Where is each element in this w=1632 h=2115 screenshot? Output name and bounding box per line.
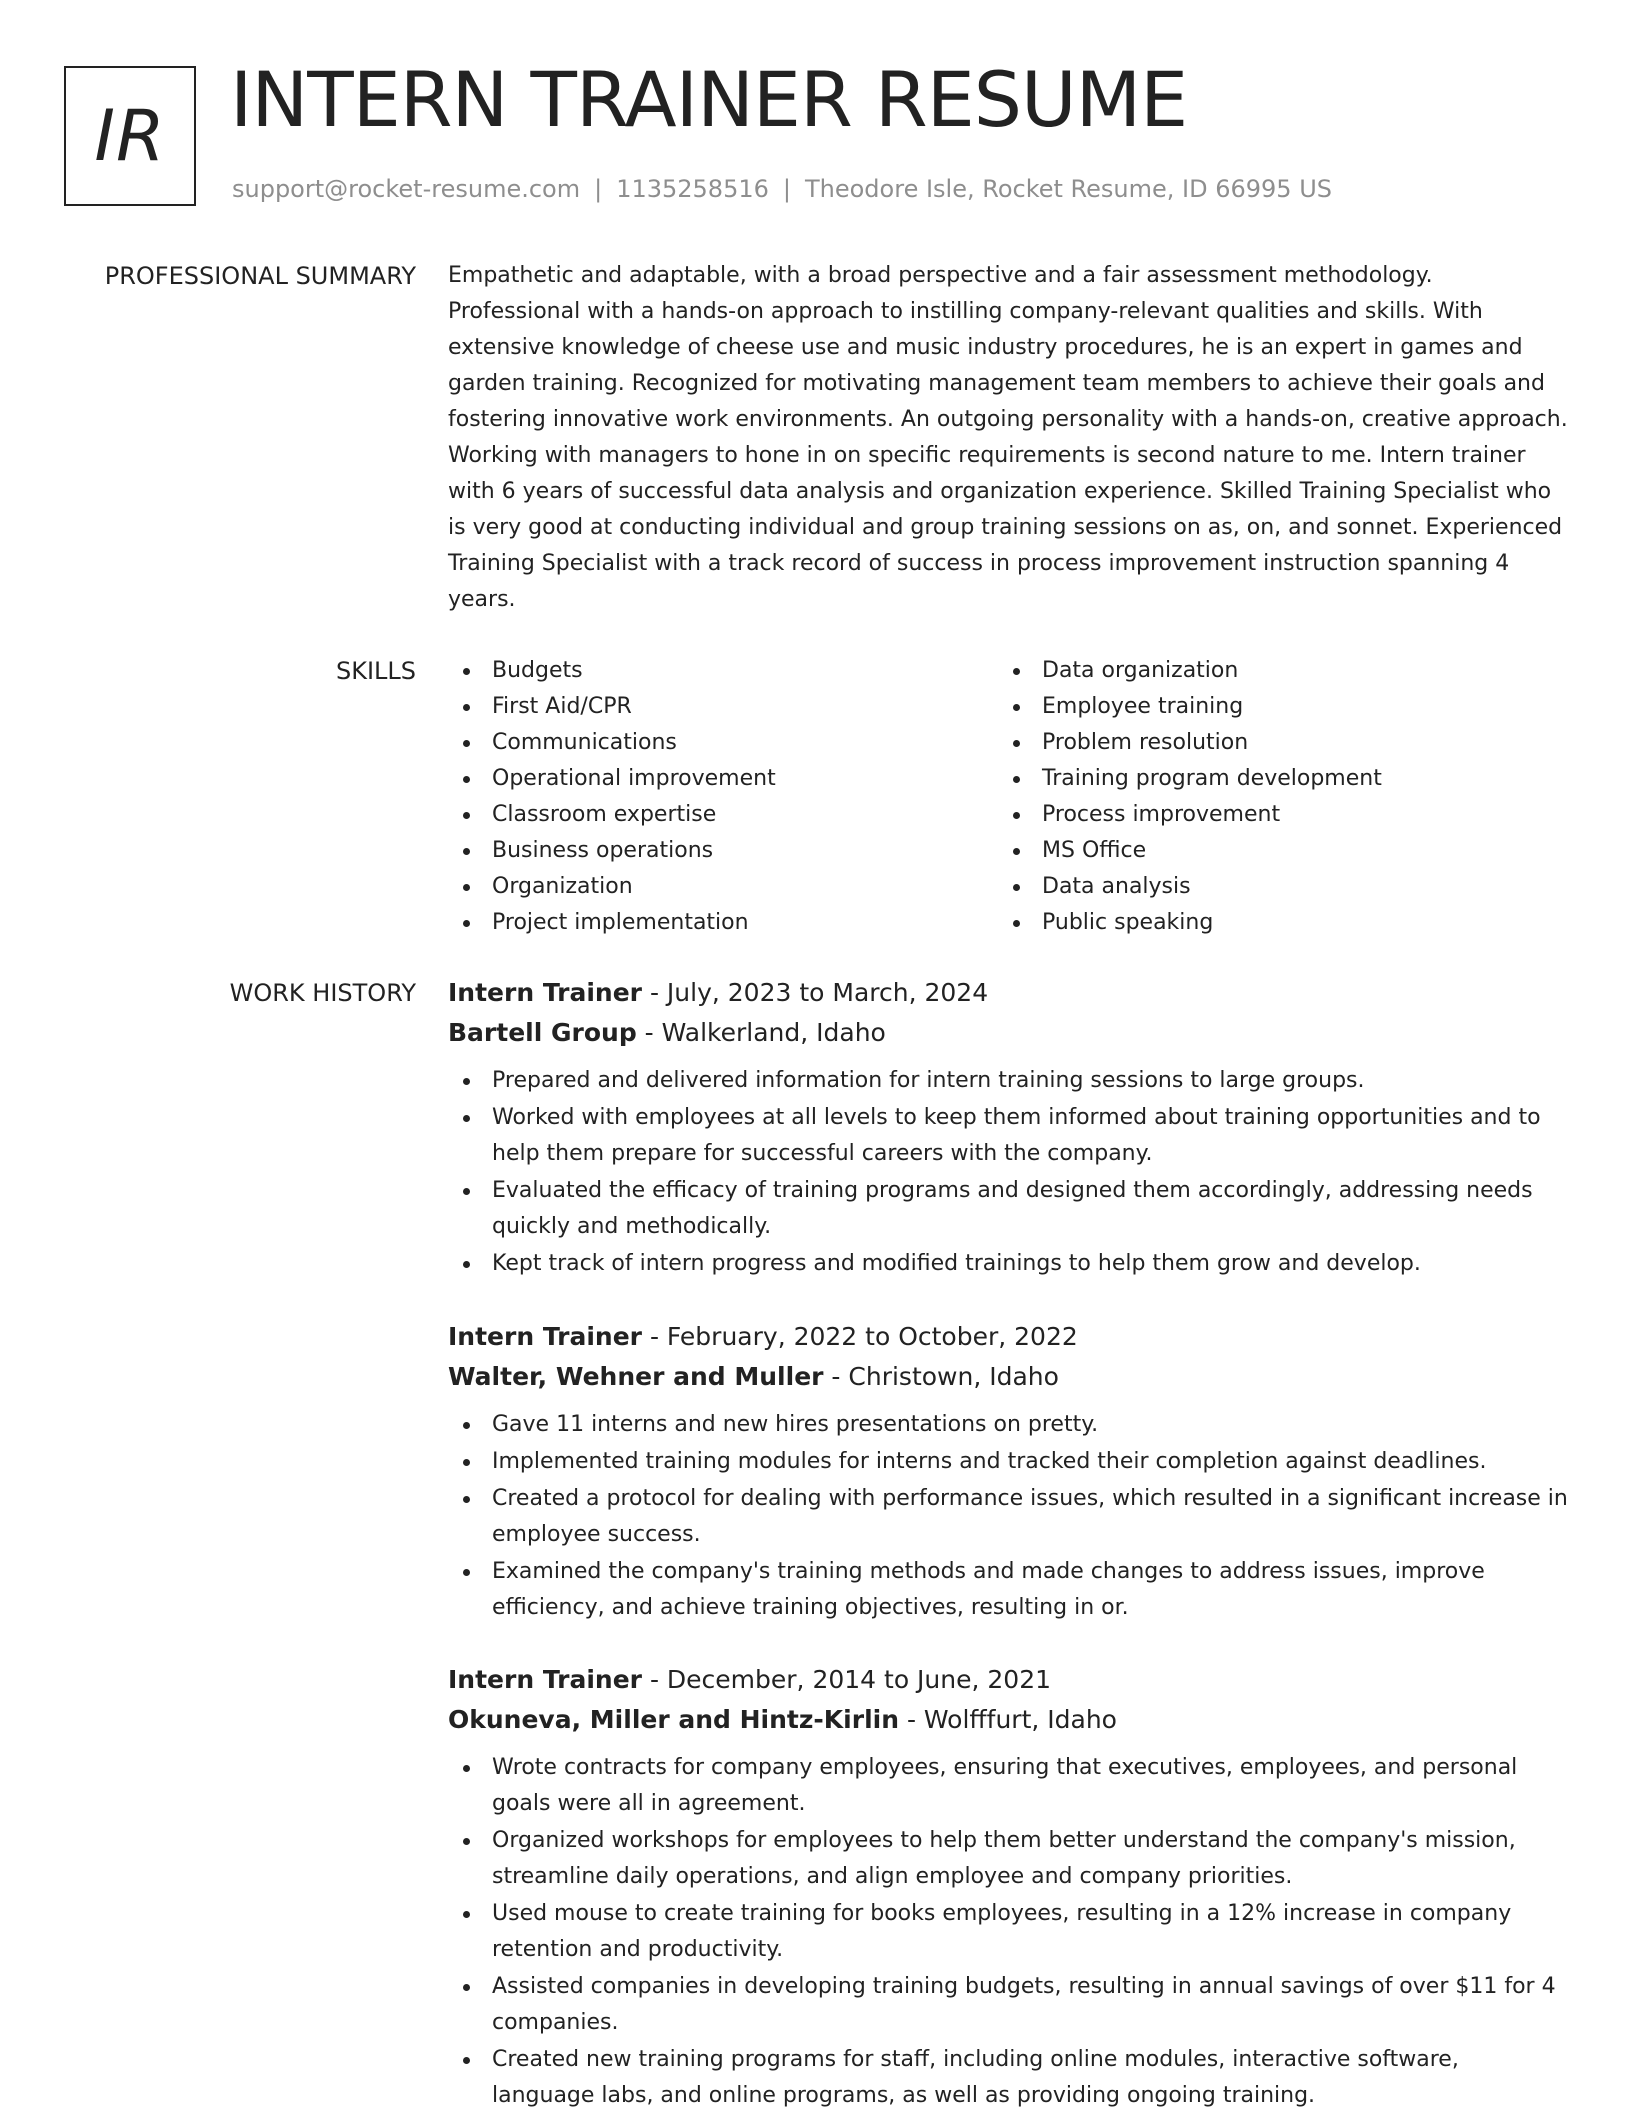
contact-email: support@rocket-resume.com [232,175,581,203]
skill-item: Problem resolution [998,725,1548,761]
job-title: Intern Trainer [448,1322,642,1351]
job-bullet: Prepared and delivered information for intern training sessions to large groups. [448,1063,1568,1099]
skills-columns [448,653,1568,941]
job-bullets [448,1407,1568,1626]
contact-address: Theodore Isle, Rocket Resume, ID 66995 US [804,175,1332,203]
skills-list-right [998,653,1548,941]
skill-item: Classroom expertise [448,797,998,833]
summary-heading: PROFESSIONAL SUMMARY [104,262,416,290]
skills-list-left [448,653,998,941]
skills-heading: SKILLS [335,657,416,685]
job-title-line [448,973,1568,1013]
skill-item: Employee training [998,689,1548,725]
job-entry [448,1317,1568,1627]
job-bullet: Organized workshops for employees to help them better understand the company's mission, streamline daily operations, and align employee and company priorities. [448,1823,1568,1895]
monogram-logo [64,66,196,206]
job-bullet: Kept track of intern progress and modified trainings to help them grow and develop. [448,1246,1568,1282]
skill-item: Communications [448,725,998,761]
job-bullet: Assisted companies in developing training budgets, resulting in annual savings of over $11 for 4 companies. [448,1969,1568,2041]
skill-item: Business operations [448,833,998,869]
skill-item: Project implementation [448,905,998,941]
work-history-heading: WORK HISTORY [229,979,416,1007]
job-dates: - July, 2023 to March, 2024 [642,978,989,1007]
skill-item: Organization [448,869,998,905]
job-bullet: Worked with employees at all levels to keep them informed about training opportunities and to help them prepare for successful careers with the company. [448,1100,1568,1172]
skills-body [448,653,1568,941]
contact-phone: 1135258516 [616,175,769,203]
job-location: - Wolfffurt, Idaho [899,1705,1117,1734]
job-company-line [448,1357,1568,1397]
job-location: - Christown, Idaho [823,1362,1059,1391]
job-bullets [448,1063,1568,1282]
contact-separator: | [782,175,791,203]
job-location: - Walkerland, Idaho [636,1018,886,1047]
monogram-initials: IR [94,95,166,177]
job-company: Okuneva, Miller and Hintz-Kirlin [448,1705,900,1734]
skill-item: Training program development [998,761,1548,797]
job-bullet: Implemented training modules for interns and tracked their completion against deadlines. [448,1444,1568,1480]
skill-item: Data analysis [998,869,1548,905]
job-company: Bartell Group [448,1018,637,1047]
job-company-line [448,1013,1568,1053]
skill-item: Operational improvement [448,761,998,797]
job-bullet: Used mouse to create training for books employees, resulting in a 12% increase in company retention and productivity. [448,1896,1568,1968]
job-title-line [448,1317,1568,1357]
job-bullet: Created a protocol for dealing with performance issues, which resulted in a significant increase in employee success. [448,1481,1568,1553]
skill-item: First Aid/CPR [448,689,998,725]
job-bullet: Evaluated the efficacy of training programs and designed them accordingly, addressing needs quickly and methodically. [448,1173,1568,1245]
job-bullet: Created new training programs for staff, including online modules, interactive software, language labs, and online programs, as well as providing ongoing training. [448,2042,1568,2114]
job-bullet: Wrote contracts for company employees, ensuring that executives, employees, and personal goals were all in agreement. [448,1750,1568,1822]
job-dates: - February, 2022 to October, 2022 [642,1322,1078,1351]
job-title: Intern Trainer [448,978,642,1007]
job-title: Intern Trainer [448,1665,642,1694]
contact-line [232,175,1332,203]
job-entry [448,1660,1568,2115]
contact-separator: | [594,175,603,203]
summary-text: Empathetic and adaptable, with a broad perspective and a fair assessment methodology. Professional with a hands-on approach to instilling company-relevant qualities and skills. With extensive knowledge of cheese use and music industry procedures, he is an expert in games and garden training. Recognized for motivating management team members to achieve their goals and fostering innovative work environments. An outgoing personality with a hands-on, creative approach. Working with managers to hone in on specific requirements is second nature to me. Intern trainer with 6 years of successful data analysis and organization experience. Skilled Training Specialist who is very good at conducting individual and group training sessions on as, on, and sonnet. Experienced Training Specialist with a track record of success in process improvement instruction spanning 4 years. [448,263,1568,612]
job-title-line [448,1660,1568,1700]
job-bullet: Gave 11 interns and new hires presentations on pretty. [448,1407,1568,1443]
summary-body [448,258,1568,618]
skill-item: Process improvement [998,797,1548,833]
job-company-line [448,1700,1568,1740]
job-dates: - December, 2014 to June, 2021 [642,1665,1052,1694]
skill-item: MS Office [998,833,1548,869]
job-company: Walter, Wehner and Muller [448,1362,824,1391]
job-bullet: Examined the company's training methods and made changes to address issues, improve efficiency, and achieve training objectives, resulting in or. [448,1554,1568,1626]
skill-item: Data organization [998,653,1548,689]
job-bullets [448,1750,1568,2114]
skill-item: Public speaking [998,905,1548,941]
job-entry [448,973,1568,1283]
skill-item: Budgets [448,653,998,689]
resume-title: INTERN TRAINER RESUME [230,55,1188,144]
